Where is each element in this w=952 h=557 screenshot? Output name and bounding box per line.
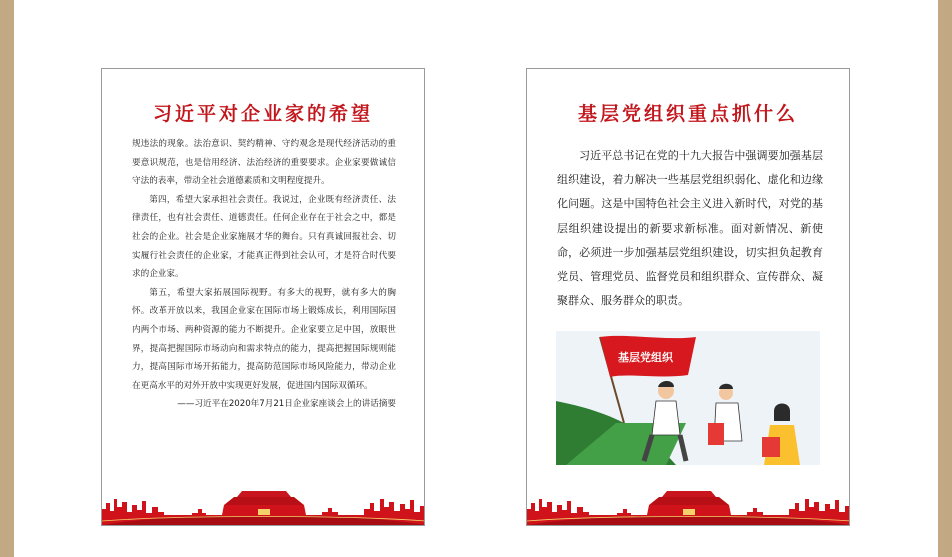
paragraph: 习近平总书记在党的十九大报告中强调要加强基层组织建设，着力解决一些基层党组织弱化、虚化和边缘化问题。这是中国特色社会主义进入新时代，对党的基层组织建设提出的新要求新标准。面对新情况、新使命，必须进一步加强基层党组织建设，切实担负起教育党员、管理党员、监督党员和组织群众、宣传群众、凝聚群众、服务群众的职责。 [557,149,823,308]
paragraph: 第四，希望大家承担社会责任。我说过，企业既有经济责任、法律责任，也有社会责任、道德责任。任何企业存在于社会之中，都是社会的企业。社会是企业家施展才华的舞台。只有真诚回报社会、切实履行社会责任的企业家，才能真正得到社会认可，才是符合时代要求的企业家。 [132,194,396,280]
poster-right-body [557,144,823,313]
flag-label: 基层党组织 [618,351,673,364]
right-frame-border [938,0,952,557]
poster-right-title: 基层党组织重点抓什么 [577,103,798,125]
poster-left-title: 习近平对企业家的希望 [152,103,373,125]
party-flag-illustration [556,331,820,465]
speech-signature: ——习近平在2020年7月21日企业家座谈会上的讲话摘要 [177,399,396,410]
poster-right [526,68,850,526]
skyline-decoration [102,485,425,525]
poster-left [101,68,425,526]
paragraph: 第五，希望大家拓展国际视野。有多大的视野，就有多大的胸怀。改革开放以来，我国企业家在国际市场上锻炼成长，利用国际国内两个市场、两种资源的能力不断提升。企业家要立足中国，放眼世界，提高把握国际市场动向和需求特点的能力，提高把握国际规则能力，提高国际市场开拓能力，提高防范国际市场风险能力，带动企业在更高水平的对外开放中实现更好发展，促进国内国际双循环。 [132,287,396,391]
skyline-decoration [527,485,850,525]
left-frame-border [0,0,14,557]
poster-left-body [132,135,396,414]
paragraph: 规违法的现象。法治意识、契约精神、守约观念是现代经济活动的重要意识规范，也是信用经济、法治经济的重要要求。企业家要做诚信守法的表率，带动全社会道德素质和文明程度提升。 [132,139,396,187]
